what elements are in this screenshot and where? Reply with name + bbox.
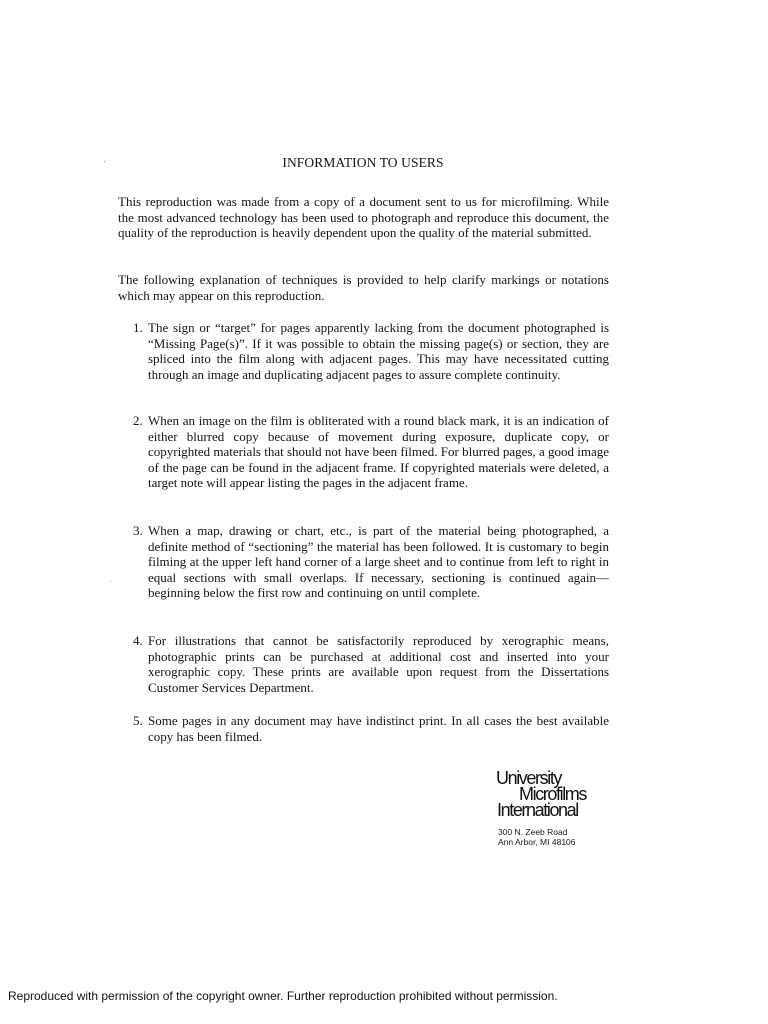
list-item-text: When an image on the film is obliterated with a round black mark, it is an indication of either blurred copy because of movement during exposure, duplicate copy, or copyrighted materials that should not have been filmed. For blurred pages, a good image of the page can be found in the adjacent frame. If copyrighted materials were deleted, a target note will appear listing the pages in the adjacent frame. <box>148 413 610 491</box>
logo-line-university: University <box>496 768 562 788</box>
list-item-number: 5. <box>133 713 143 728</box>
list-item-text: When a map, drawing or chart, etc., is part of the material being photographed, a definite method of “sectioning” the material has been followed. It is customary to begin filming at the upper left hand corner of a large sheet and to continue from left to right in equal sections with small overlaps. If necessary, sectioning is continued again—beginning below the first row and continuing on until complete. <box>148 523 609 601</box>
list-item <box>133 713 609 744</box>
list-item-text: The sign or “target” for pages apparently lacking from the document photographed is “Missing Page(s)”. If it was possible to obtain the missing page(s) or section, they are spliced into the film along with adjacent pages. This may have necessitated cutting through an image and duplicating adjacent pages to assure complete continuity. <box>148 320 609 382</box>
list-item <box>133 523 609 601</box>
list-item <box>133 320 609 382</box>
list-item-text: For illustrations that cannot be satisfactorily reproduced by xerographic means, photographic prints can be purchased at additional cost and inserted into your xerographic copy. These prints are available upon request from the Dissertations Customer Services Department. <box>148 633 609 695</box>
list-item <box>133 413 609 491</box>
logo-line-microfilms: Microfilms <box>519 784 586 804</box>
page-title: INFORMATION TO USERS <box>282 155 444 170</box>
intro-paragraph-1: This reproduction was made from a copy of a document sent to us for microfilming. While the most advanced technology has been used to photograph and reproduce this document, the quality of the reproduction is heavily dependent upon the quality of the material submitted. <box>118 194 609 241</box>
list-item-number: 1. <box>133 320 143 335</box>
scan-speck <box>110 581 111 582</box>
list-item-text: Some pages in any document may have indistinct print. In all cases the best available copy has been filmed. <box>148 713 609 744</box>
address-city: Ann Arbor, MI 48106 <box>498 837 576 847</box>
address-street: 300 N. Zeeb Road <box>498 827 568 837</box>
list-item-number: 2. <box>133 413 143 428</box>
list-item-number: 3. <box>133 523 143 538</box>
publisher-address <box>498 827 576 847</box>
list-item-number: 4. <box>133 633 143 648</box>
scan-speck <box>104 161 105 162</box>
logo-line-international: International <box>497 800 578 820</box>
intro-paragraph-2: The following explanation of techniques is provided to help clarify markings or notations which may appear on this reproduction. <box>118 272 609 303</box>
publisher-logo <box>496 770 586 818</box>
list-item <box>133 633 609 695</box>
copyright-notice: Reproduced with permission of the copyright owner. Further reproduction prohibited without permission. <box>8 989 558 1003</box>
